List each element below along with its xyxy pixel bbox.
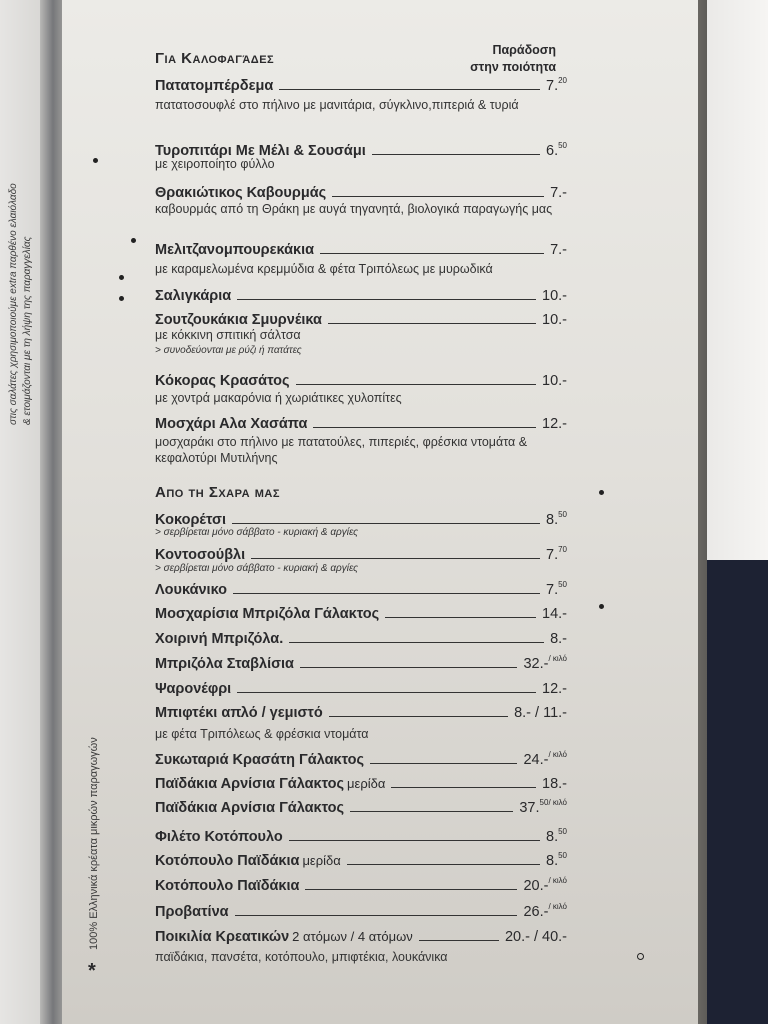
item-note: > σερβίρεται μόνο σάββατο - κυριακή & αργίες — [155, 527, 358, 538]
item-note: > σερβίρεται μόνο σάββατο - κυριακή & αργίες — [155, 563, 358, 574]
item-price — [514, 705, 567, 721]
item-name-text: Φιλέτο Κοτόπουλο — [155, 829, 283, 845]
price-unit: / κιλό — [548, 654, 567, 663]
leader-line — [391, 787, 536, 788]
leader-line — [313, 427, 536, 428]
price-unit: / κιλό — [548, 798, 567, 807]
leader-line — [332, 196, 544, 197]
item-portion: 2 ατόμων / 4 ατόμων — [292, 929, 413, 944]
item-name — [155, 776, 385, 792]
leader-line — [237, 692, 536, 693]
leader-line — [385, 617, 536, 618]
item-name-text: Προβατίνα — [155, 904, 229, 920]
item-name-text: Σουτζουκάκια Σμυρνέικα — [155, 312, 322, 328]
menu-item — [155, 627, 567, 647]
price-value: 18.- — [542, 776, 567, 792]
circle-dot — [637, 953, 644, 960]
item-name-text: Κοκορέτσι — [155, 512, 226, 528]
menu-item — [155, 748, 567, 768]
item-price — [523, 750, 567, 768]
menu-item — [155, 508, 567, 528]
item-name-text: Κόκορας Κρασάτος — [155, 373, 290, 389]
menu-item — [155, 796, 567, 816]
item-price — [542, 776, 567, 792]
item-name-text: Μπιφτέκι απλό / γεμιστό — [155, 705, 323, 721]
price-value: 8.- / 11.- — [514, 705, 567, 721]
bullet-dot — [119, 275, 124, 280]
item-name — [155, 878, 299, 894]
price-value: 8. — [546, 829, 559, 845]
item-price — [523, 654, 567, 672]
item-name — [155, 242, 314, 258]
price-cents: 70 — [558, 545, 567, 554]
item-price — [523, 876, 567, 894]
item-price — [546, 851, 567, 869]
menu-item — [155, 900, 567, 920]
item-price — [546, 827, 567, 845]
menu-item — [155, 602, 567, 622]
leader-line — [350, 811, 513, 812]
menu-item — [155, 874, 567, 894]
leader-line — [328, 323, 536, 324]
item-price — [546, 545, 567, 563]
price-value: 7. — [546, 582, 559, 598]
item-name-text: Θρακιώτικος Καβουρμάς — [155, 185, 327, 201]
leader-line — [235, 915, 518, 916]
price-value: 10.- — [542, 312, 567, 328]
item-name-text: Σαλιγκάρια — [155, 288, 232, 304]
item-price — [546, 76, 567, 94]
menu-item — [155, 543, 567, 563]
dark-background — [705, 560, 768, 1024]
item-name — [155, 656, 294, 672]
menu-item — [155, 74, 567, 94]
item-price — [519, 798, 567, 816]
bullet-dot — [93, 158, 98, 163]
price-cents: 20 — [558, 76, 567, 85]
leader-line — [347, 864, 540, 865]
price-value: 7.- — [550, 185, 567, 201]
leader-line — [296, 384, 536, 385]
leader-line — [251, 558, 540, 559]
price-cents: 50 — [558, 580, 567, 589]
item-description: με χειροποίητο φύλλο — [155, 157, 275, 171]
leader-line — [320, 253, 544, 254]
item-name — [155, 416, 307, 432]
item-name — [155, 185, 326, 201]
price-unit: / κιλό — [548, 876, 567, 885]
leader-line — [329, 716, 508, 717]
item-name-text: Ποικιλία Κρεατικών — [155, 929, 290, 945]
item-name-text: Μελιτζανομπουρεκάκια — [155, 242, 315, 258]
price-value: 6. — [546, 143, 559, 159]
menu-item — [155, 578, 567, 598]
menu-item — [155, 925, 567, 945]
tagline-line1: Παράδοση — [492, 43, 556, 57]
item-name — [155, 631, 283, 647]
leader-line — [300, 667, 517, 668]
item-price — [550, 631, 567, 647]
item-name — [155, 288, 231, 304]
price-cents: 50 — [558, 510, 567, 519]
leader-line — [232, 523, 540, 524]
item-name — [155, 853, 341, 869]
asterisk-icon: * — [88, 960, 96, 982]
price-value: 14.- — [542, 606, 567, 622]
tablecloth — [700, 0, 768, 560]
price-cents: 50 — [558, 851, 567, 860]
item-price — [546, 580, 567, 598]
price-value: 10.- — [542, 373, 567, 389]
item-price — [542, 606, 567, 622]
menu-item — [155, 772, 567, 792]
item-description: παϊδάκια, πανσέτα, κοτόπουλο, μπιφτέκια, λουκάνικα — [155, 950, 448, 964]
leader-line — [289, 840, 540, 841]
menu-item — [155, 308, 567, 328]
item-name-text: Ψαρονέφρι — [155, 681, 232, 697]
item-name — [155, 829, 283, 845]
item-name-text: Παϊδάκια Αρνίσια Γάλακτος — [155, 800, 345, 816]
item-name — [155, 606, 379, 622]
item-description: με κόκκινη σπιτική σάλτσα — [155, 328, 301, 342]
item-portion: μερίδα — [302, 853, 341, 868]
item-name-text: Μοσχάρι Αλα Χασάπα — [155, 416, 308, 432]
menu-item — [155, 677, 567, 697]
bullet-dot — [599, 490, 604, 495]
bullet-dot — [599, 604, 604, 609]
item-name-text: Πατατομπέρδεμα — [155, 78, 274, 94]
leader-line — [372, 154, 540, 155]
item-name — [155, 681, 231, 697]
item-price — [542, 373, 567, 389]
side-note-2: & ετοιμάζονται με τη λήψη της παραγγελίας — [22, 236, 33, 425]
item-name — [155, 904, 229, 920]
item-price — [542, 288, 567, 304]
item-price — [542, 312, 567, 328]
price-value: 37. — [519, 800, 540, 816]
item-description: πατατοσουφλέ στο πήλινο με μανιτάρια, σύγκλινο,πιπεριά & τυριά — [155, 98, 519, 112]
leader-line — [237, 299, 536, 300]
item-name-text: Συκωταριά Κρασάτη Γάλακτος — [155, 752, 365, 768]
price-cents: 50 — [558, 827, 567, 836]
bullet-dot — [131, 238, 136, 243]
item-name — [155, 78, 273, 94]
item-description: καβουρμάς από τη Θράκη με αυγά τηγανητά, βιολογικά παραγωγής μας — [155, 202, 553, 216]
item-price — [542, 416, 567, 432]
leader-line — [370, 763, 517, 764]
item-name-text: Λουκάνικο — [155, 582, 228, 598]
item-price — [550, 185, 567, 201]
item-name — [155, 929, 413, 945]
item-description: με χοντρά μακαρόνια ή χωριάτικες χυλοπίτες — [155, 391, 402, 405]
item-portion: μερίδα — [347, 776, 386, 791]
item-name-text: Τυροπιτάρι Με Μέλι & Σουσάμι — [155, 143, 366, 159]
price-cents: 50 — [558, 141, 567, 150]
item-name-text: Παϊδάκια Αρνίσια Γάλακτος — [155, 776, 345, 792]
item-name — [155, 512, 226, 528]
leader-line — [419, 940, 499, 941]
price-value: 7. — [546, 547, 559, 563]
side-note-1: στις σαλάτες χρησιμοποιούμε extra παρθένο ελαιόλαδο — [8, 183, 19, 425]
item-name — [155, 705, 323, 721]
item-name-text: Μπριζόλα Σταβλίσια — [155, 656, 294, 672]
price-value: 7. — [546, 78, 559, 94]
menu-item — [155, 238, 567, 258]
item-name — [155, 582, 227, 598]
menu-item — [155, 701, 567, 721]
price-value: 8. — [546, 853, 559, 869]
price-value: 10.- — [542, 288, 567, 304]
item-description: με καραμελωμένα κρεμμύδια & φέτα Τριπόλεως με μυρωδικά — [155, 262, 493, 276]
item-name-text: Κοντοσούβλι — [155, 547, 246, 563]
leader-line — [233, 593, 540, 594]
price-value: 20.- — [523, 878, 549, 894]
price-value: 7.- — [550, 242, 567, 258]
price-value: 8.- — [550, 631, 567, 647]
item-price — [505, 929, 567, 945]
menu-item — [155, 652, 567, 672]
item-price — [546, 510, 567, 528]
item-name-text: Κοτόπουλο Παϊδάκια — [155, 878, 300, 894]
item-description: μοσχαράκι στο πήλινο με πατατούλες, πιπεριές, φρέσκια ντομάτα & κεφαλοτύρι Μυτιλήνης — [155, 435, 528, 465]
menu-item — [155, 849, 567, 869]
item-name-text: Χοιρινή Μπριζόλα. — [155, 631, 284, 647]
price-value: 24.- — [523, 752, 549, 768]
menu-item — [155, 181, 567, 201]
price-value: 20.- / 40.- — [504, 929, 567, 945]
item-name — [155, 547, 245, 563]
item-name-text: Κοτόπουλο Παϊδάκια — [155, 853, 300, 869]
bullet-dot — [119, 296, 124, 301]
item-name — [155, 312, 322, 328]
section-title: Για Καλοφαγάδες — [155, 50, 275, 67]
price-value: 32.- — [523, 656, 549, 672]
menu-item — [155, 284, 567, 304]
menu-item — [155, 412, 567, 432]
footnote-text: 100% Ελληνικά κρέατα μικρών παραγωγών — [88, 737, 100, 950]
menu-item — [155, 825, 567, 845]
leader-line — [279, 89, 540, 90]
price-unit: / κιλό — [548, 902, 567, 911]
item-description: με φέτα Τριπόλεως & φρέσκια ντομάτα — [155, 727, 369, 741]
price-value: 26.- — [523, 904, 549, 920]
item-name — [155, 800, 344, 816]
price-value: 12.- — [542, 416, 567, 432]
price-value: 8. — [546, 512, 559, 528]
section-title: Απο τη Σχαρα μας — [155, 484, 280, 501]
price-cents: 50 — [539, 798, 549, 807]
item-name — [155, 752, 364, 768]
item-name-text: Μοσχαρίσια Μπριζόλα Γάλακτος — [155, 606, 380, 622]
tagline-line2: στην ποιότητα — [470, 60, 556, 74]
item-price — [523, 902, 567, 920]
price-value: 12.- — [542, 681, 567, 697]
item-note: > συνοδεύονται με ρύζι ή πατάτες — [155, 345, 302, 356]
tagline — [450, 42, 556, 76]
item-price — [542, 681, 567, 697]
price-unit: / κιλό — [548, 750, 567, 759]
leader-line — [305, 889, 517, 890]
menu-item — [155, 369, 567, 389]
item-price — [550, 242, 567, 258]
item-name — [155, 373, 290, 389]
leader-line — [289, 642, 544, 643]
